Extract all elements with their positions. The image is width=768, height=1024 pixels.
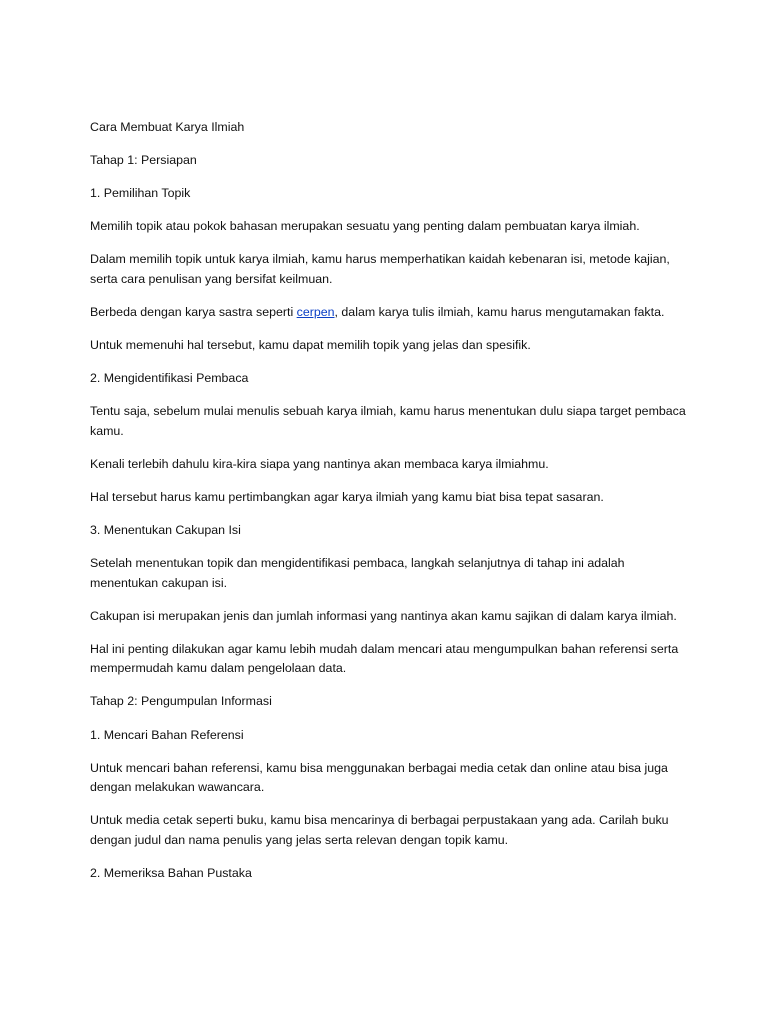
document-title: Cara Membuat Karya Ilmiah — [90, 120, 245, 134]
stage-2-heading: Tahap 2: Pengumpulan Informasi — [90, 694, 272, 709]
section-heading-check-library-materials: 2. Memeriksa Bahan Pustaka — [90, 865, 252, 880]
paragraph: Untuk mencari bahan referensi, kamu bisa menggunakan berbagai media cetak dan online atau bisa juga dengan melakukan wawancara. — [90, 760, 668, 795]
document-body — [90, 118, 690, 897]
section-heading-find-references: 1. Mencari Bahan Referensi — [90, 727, 244, 742]
paragraph: Kenali terlebih dahulu kira-kira siapa yang nantinya akan membaca karya ilmiahmu. — [90, 456, 549, 471]
section-heading-topic-selection: 1. Pemilihan Topik — [90, 186, 191, 201]
paragraph: Memilih topik atau pokok bahasan merupakan sesuatu yang penting dalam pembuatan karya ilmiah. — [90, 219, 640, 234]
paragraph: Dalam memilih topik untuk karya ilmiah, kamu harus memperhatikan kaidah kebenaran isi, metode kajian, serta cara penulisan yang bersifat keilmuan. — [90, 252, 670, 286]
cerpen-link[interactable]: cerpen — [296, 304, 335, 319]
paragraph: Hal tersebut harus kamu pertimbangkan agar karya ilmiah yang kamu biat bisa tepat sasaran. — [90, 489, 604, 504]
paragraph: Untuk media cetak seperti buku, kamu bisa mencarinya di berbagai perpustakaan yang ada. Carilah buku dengan judul dan nama penulis yang jelas serta relevan dengan topik kamu. — [90, 813, 669, 847]
paragraph: Untuk memenuhi hal tersebut, kamu dapat memilih topik yang jelas dan spesifik. — [90, 338, 531, 353]
paragraph-with-link — [90, 303, 690, 323]
paragraph: Cakupan isi merupakan jenis dan jumlah informasi yang nantinya akan kamu sajikan di dalam karya ilmiah. — [90, 608, 677, 623]
paragraph: Hal ini penting dilakukan agar kamu lebih mudah dalam mencari atau mengumpulkan bahan referensi serta mempermudah kamu dalam pengelolaan data. — [90, 641, 679, 676]
paragraph: Tentu saja, sebelum mulai menulis sebuah karya ilmiah, kamu harus menentukan dulu siapa target pembaca kamu. — [90, 404, 686, 438]
paragraph-text: , dalam karya tulis ilmiah, kamu harus mengutamakan fakta. — [334, 304, 665, 319]
section-heading-identify-readers: 2. Mengidentifikasi Pembaca — [90, 371, 249, 386]
paragraph-text: Berbeda dengan karya sastra seperti — [90, 304, 297, 319]
stage-1-heading: Tahap 1: Persiapan — [90, 153, 197, 168]
paragraph: Setelah menentukan topik dan mengidentifikasi pembaca, langkah selanjutnya di tahap ini adalah menentukan cakupan isi. — [90, 556, 625, 590]
section-heading-content-scope: 3. Menentukan Cakupan Isi — [90, 523, 241, 538]
